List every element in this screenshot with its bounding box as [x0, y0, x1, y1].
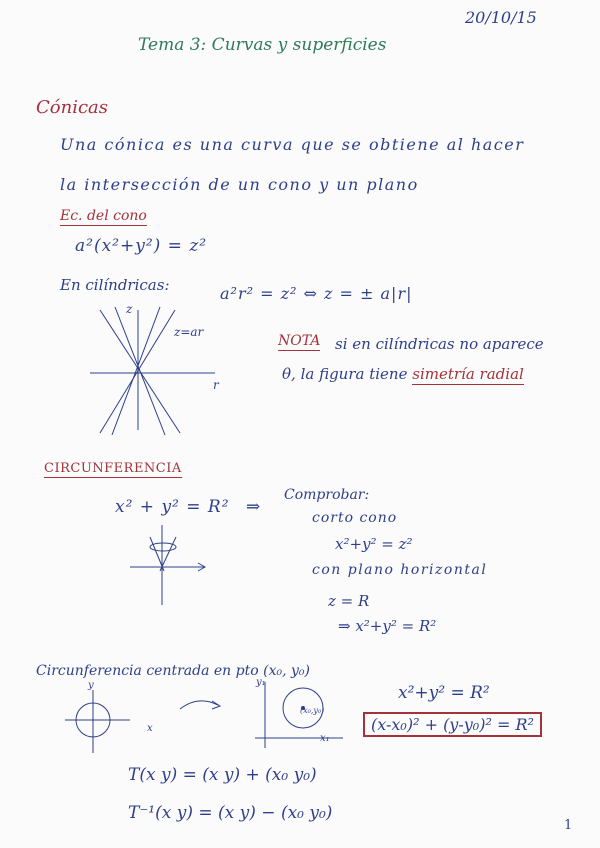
ec-cono-equation: a²(x²+y²) = z²: [75, 236, 208, 256]
cone-line-4: [112, 307, 160, 435]
implies-arrow: ⇒: [246, 497, 261, 517]
section-heading-conicas: Cónicas: [36, 97, 109, 118]
shifted-circle-sketch: [255, 680, 350, 750]
nota-line-2: [282, 365, 524, 383]
cone-graph: [90, 305, 230, 435]
comprobar-label: Comprobar:: [284, 487, 370, 503]
cilindricas-equation: a²r² = z² ⇔ z = ± a|r|: [220, 284, 413, 303]
corto-cono-text: corto cono: [312, 510, 398, 526]
page-number: 1: [564, 818, 573, 833]
shifted-circle-equation: (x-x₀)² + (y-y₀)² = R²: [363, 712, 542, 737]
graph-line-label: z=ar: [174, 325, 204, 339]
sketch2-y-label: y₁: [256, 677, 266, 688]
sketch2-point-label: (x₀,y₀): [300, 706, 325, 715]
circle-equation: x²+y² = R²: [398, 683, 490, 703]
sketch1-y-label: y: [88, 680, 94, 691]
ec-cono-label: Ec. del cono: [60, 208, 147, 224]
cone-line-3: [115, 307, 165, 435]
cono-equation: x²+y² = z²: [335, 535, 413, 553]
page-title: Tema 3: Curvas y superficies: [138, 35, 387, 55]
nota-label: NOTA: [278, 333, 321, 349]
translation-T-inverse: T⁻¹(x y) = (x y) − (x₀ y₀): [128, 803, 333, 823]
transform-arrow-curve: [180, 701, 218, 709]
con-plano-text: con plano horizontal: [312, 562, 488, 578]
z-equals-r: z = R: [328, 592, 370, 610]
nota-line-1: si en cilíndricas no aparece: [335, 335, 544, 353]
conicas-line-1: Una cónica es una curva que se obtiene al hacer: [60, 135, 525, 154]
section-heading-circunferencia: CIRCUNFERENCIA: [44, 461, 182, 476]
translation-T: T(x y) = (x y) + (x₀ y₀): [128, 765, 317, 785]
circunferencia-equation: x² + y² = R²: [115, 497, 230, 517]
cone-sketch: [130, 525, 210, 605]
conicas-line-2: la intersección de un cono y un plano: [60, 175, 419, 194]
graph-r-label: r: [213, 378, 219, 392]
centrada-heading: Circunferencia centrada en pto (x₀, y₀): [36, 663, 310, 679]
date-text: 20/10/15: [465, 8, 537, 27]
simetria-radial-text: simetría radial: [412, 365, 524, 383]
sketch1-x-label: x: [147, 723, 153, 734]
nota-line-2-a: θ, la figura tiene: [282, 365, 408, 383]
result-equation: ⇒ x²+y² = R²: [338, 617, 437, 635]
centered-circle-sketch: [65, 685, 155, 755]
transform-arrow: [178, 695, 228, 715]
sketch2-x-label: x₁: [320, 733, 330, 744]
transform-arrow-head: [212, 701, 220, 709]
cilindricas-label: En cilíndricas:: [60, 276, 170, 294]
graph-z-label: z: [126, 302, 133, 316]
